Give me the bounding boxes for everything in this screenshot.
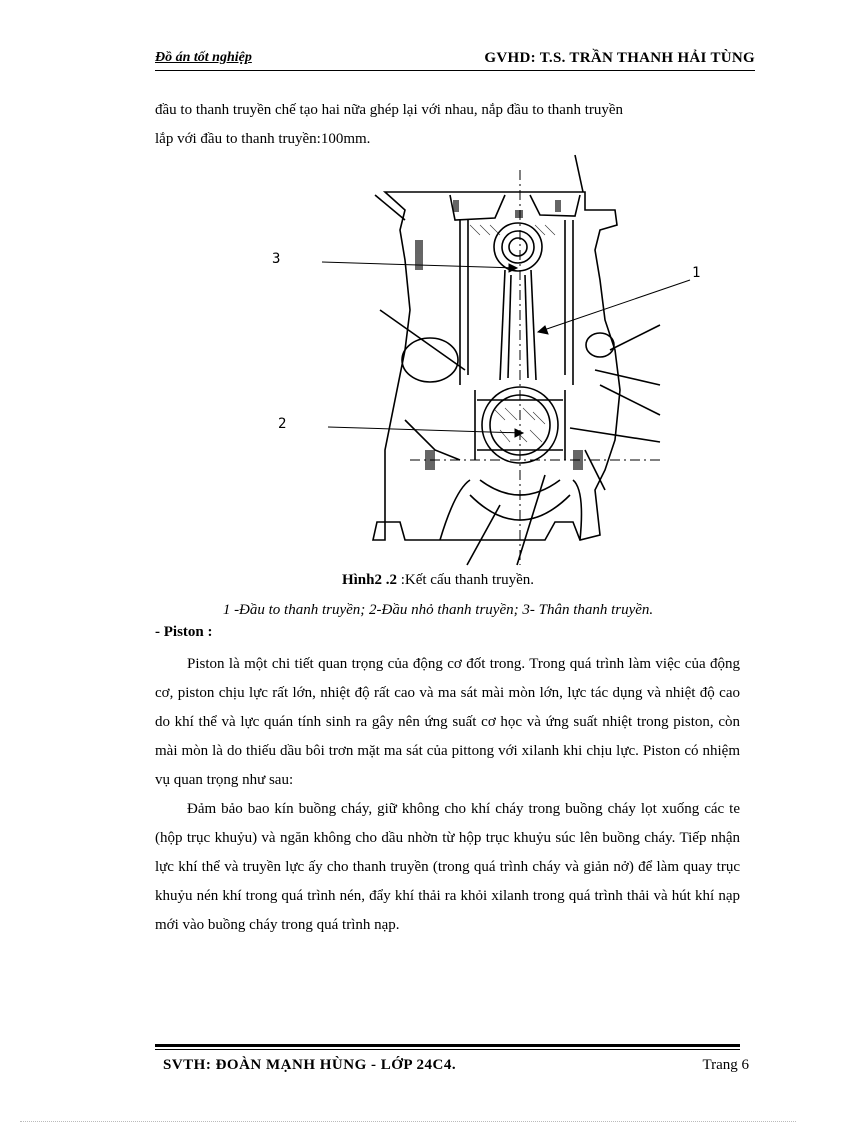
paragraph-2: Đảm bảo bao kín buồng cháy, giữ không cho khí cháy trong buồng cháy lọt xuống các te (hộp trục khuỷu) và ngăn không cho dầu nhờn từ hộp trục khuỷu súc lên buồng cháy. Tiếp nhận lực khí thể và truyền lực ấy cho thanh truyền (trong quá trình cháy và giản nở) để làm quay trục khuỷu nén khí trong quá trình nén, đẩy khí thải ra khỏi xilanh trong quá trình thải và hút khí nạp mới vào buồng cháy trong quá trình nạp. [155, 801, 740, 933]
page-footer [163, 1057, 749, 1074]
header-document-title: Đồ án tốt nghiệp [155, 50, 252, 65]
header-divider [155, 70, 755, 71]
engine-cross-section-drawing [255, 150, 701, 570]
figure-number: Hình2 .2 [341, 572, 397, 588]
figure-legend: 1 -Đầu to thanh truyền; 2-Đầu nhỏ thanh truyền; 3- Thân thanh truyền. [222, 602, 654, 618]
figure-label-3: 1 [692, 265, 701, 281]
figure-caption [0, 572, 816, 589]
header-supervisor: GVHD: T.S. TRẦN THANH HẢI TÙNG [484, 50, 755, 66]
figure-label-2: 3 [272, 251, 281, 267]
footer-divider-thick [155, 1044, 740, 1047]
footer-divider-thin [155, 1049, 740, 1050]
footer-author: SVTH: ĐOÀN MẠNH HÙNG - LỚP 24C4. [163, 1057, 457, 1073]
page-header [155, 50, 755, 72]
body-text [155, 650, 740, 940]
section-heading: - Piston : [155, 624, 213, 640]
figure-caption-text: :Kết cấu thanh truyền. [400, 572, 535, 588]
intro-line-1: đầu to thanh truyền chế tạo hai nữa ghép lại với nhau, nắp đầu to thanh truyền [155, 102, 624, 118]
paragraph-1: Piston là một chi tiết quan trọng của động cơ đốt trong. Trong quá trình làm việc của động cơ, piston chịu lực rất lớn, nhiệt độ rất cao và ma sát mài mòn lớn, lực tác dụng và nhiệt độ cao do khí thể và lực quán tính sinh ra gây nên ứng suất cơ học và ứng suất nhiệt trong piston, còn mài mòn là do thiếu dầu bôi trơn mặt ma sát của pittong với xilanh khi chịu lực. Piston có nhiệm vụ quan trọng như sau: [155, 656, 740, 788]
page-number: Trang 6 [702, 1057, 749, 1073]
intro-line-2: lắp với đầu to thanh truyền:100mm. [155, 131, 371, 147]
connecting-rod-figure [255, 150, 701, 570]
page-edge-dotted-line [20, 1121, 796, 1122]
intro-text [155, 96, 740, 154]
figure-label-1: 2 [278, 416, 287, 432]
